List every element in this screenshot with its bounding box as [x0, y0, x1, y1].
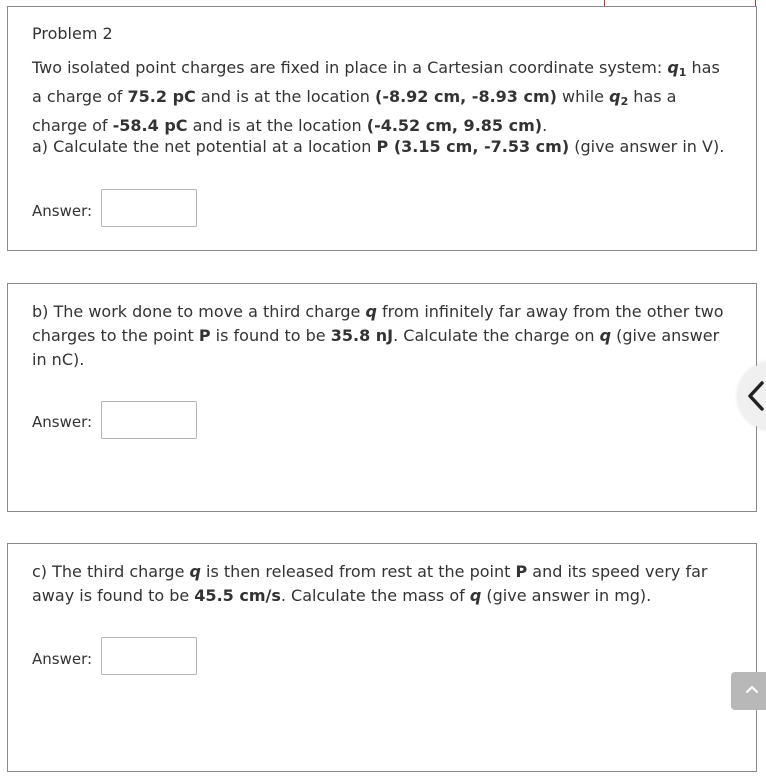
part-c-question: c) The third charge q is then released from rest at the point P and its speed very far away is found to be 45.5 cm/s. Calculate the mass of q (give answer in mg).	[32, 562, 708, 605]
q2-symbol: $q_2$	[609, 87, 629, 108]
part-b-question: b) The work done to move a third charge q from infinitely far away from the other two charges to the point P is found to be 35.8 nJ. Calculate the charge on q (give answer in nC).	[32, 302, 724, 369]
problem-card-b	[7, 283, 757, 512]
problem-card-c	[7, 543, 757, 772]
answer-input-b[interactable]	[101, 401, 197, 439]
scroll-to-top-button[interactable]	[731, 672, 766, 710]
problem-intro: Two isolated point charges are fixed in place in a Cartesian coordinate system: $q_1$ has a charge of 75.2 pC and is at the location (-8.92 cm, -8.93 cm) while $q_2$ has a charge of -58.4 pC and is at the location (-4.52 cm, 9.85 cm).	[32, 58, 720, 135]
answer-label-c: Answer:	[32, 650, 93, 668]
q1-symbol: $q_1$	[667, 58, 687, 79]
answer-label-b: Answer:	[32, 413, 93, 431]
chevron-up-icon	[745, 684, 759, 694]
problem-title: Problem 2	[32, 24, 113, 43]
chevron-left-icon	[746, 380, 766, 412]
part-a-question: a) Calculate the net potential at a location P (3.15 cm, -7.53 cm) (give answer in V).	[32, 137, 725, 156]
problem-card-a	[7, 6, 757, 251]
answer-label-a: Answer:	[32, 202, 93, 220]
answer-input-c[interactable]	[101, 637, 197, 675]
answer-input-a[interactable]	[101, 189, 197, 227]
